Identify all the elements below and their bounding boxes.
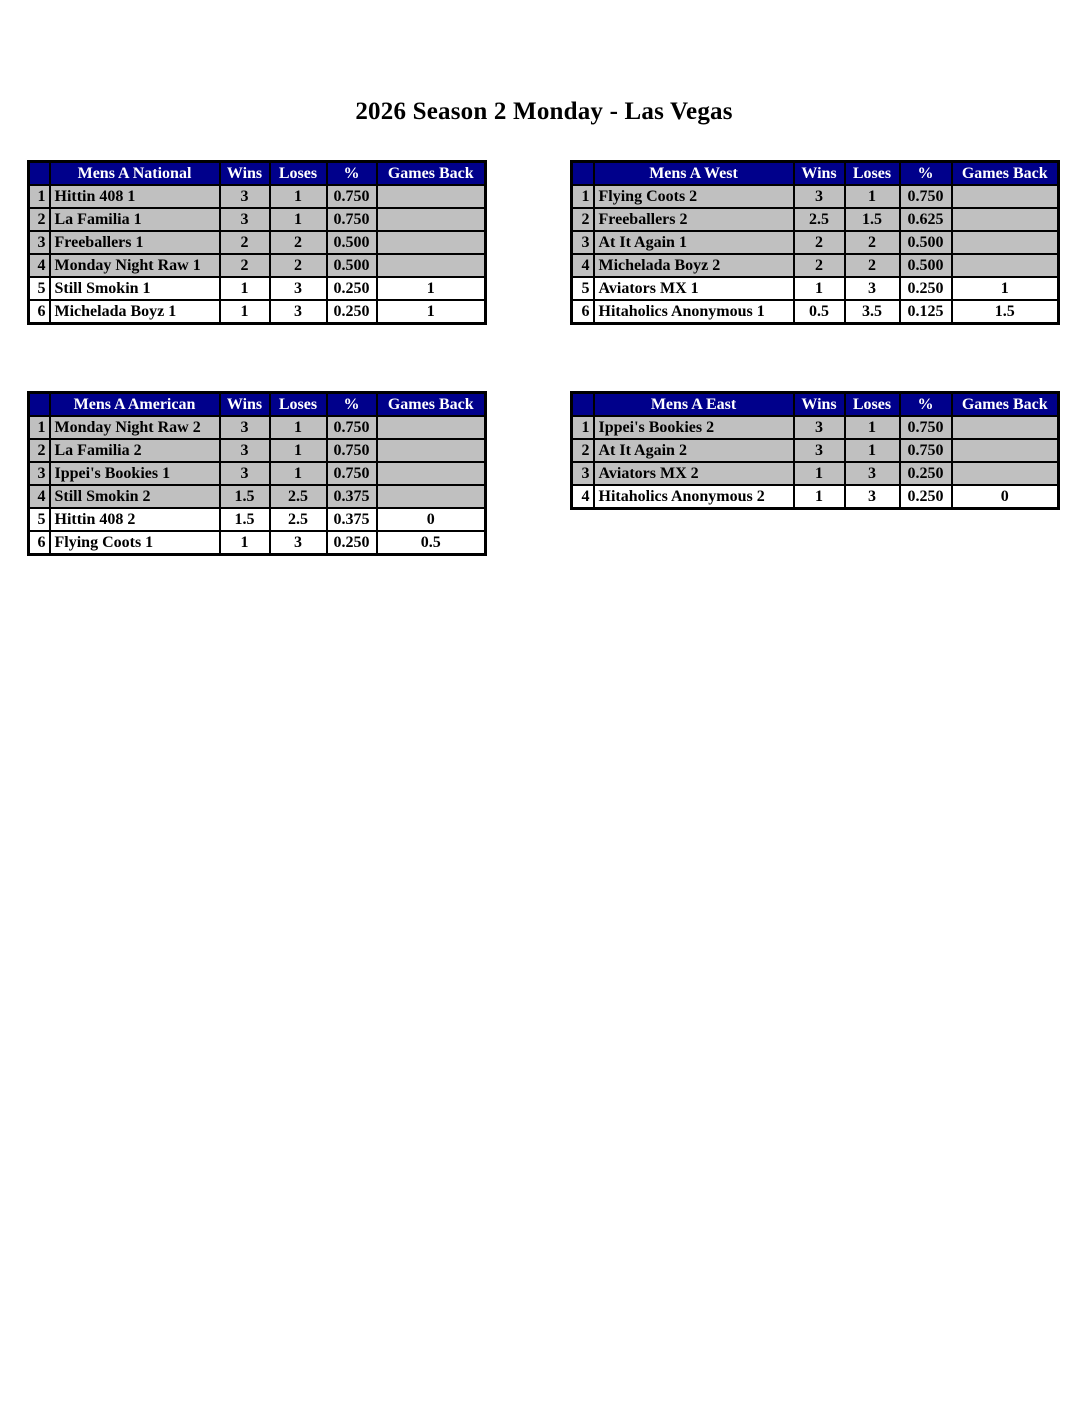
wins-cell: 1 bbox=[220, 300, 270, 324]
standings-row bbox=[29, 254, 486, 277]
loses-cell: 3 bbox=[845, 485, 900, 509]
rank-cell: 2 bbox=[29, 439, 50, 462]
pct-cell: 0.750 bbox=[900, 439, 952, 462]
col-header-loses: Loses bbox=[270, 162, 327, 186]
team-cell: Ippei's Bookies 2 bbox=[594, 416, 794, 439]
rank-cell: 4 bbox=[572, 254, 594, 277]
corner-cell bbox=[29, 393, 50, 417]
games-back-cell bbox=[377, 254, 486, 277]
col-header-games-back: Games Back bbox=[952, 162, 1059, 186]
standings-row bbox=[572, 254, 1059, 277]
wins-cell: 1 bbox=[220, 277, 270, 300]
team-cell: Aviators MX 1 bbox=[594, 277, 794, 300]
wins-cell: 3 bbox=[794, 416, 845, 439]
wins-cell: 2 bbox=[794, 231, 845, 254]
wins-cell: 1 bbox=[794, 277, 845, 300]
wins-cell: 2 bbox=[794, 254, 845, 277]
wins-cell: 3 bbox=[794, 439, 845, 462]
pct-cell: 0.750 bbox=[900, 416, 952, 439]
wins-cell: 2.5 bbox=[794, 208, 845, 231]
standings-body bbox=[572, 416, 1059, 509]
rank-cell: 1 bbox=[572, 185, 594, 208]
loses-cell: 2 bbox=[845, 231, 900, 254]
standings-row bbox=[29, 300, 486, 324]
col-header-games-back: Games Back bbox=[377, 162, 486, 186]
pct-cell: 0.250 bbox=[327, 277, 377, 300]
standings-row bbox=[29, 485, 486, 508]
loses-cell: 2.5 bbox=[270, 485, 327, 508]
corner-cell bbox=[29, 162, 50, 186]
team-cell: Still Smokin 2 bbox=[50, 485, 220, 508]
col-header-loses: Loses bbox=[845, 162, 900, 186]
rank-cell: 3 bbox=[29, 231, 50, 254]
page-title: 2026 Season 2 Monday - Las Vegas bbox=[355, 98, 733, 125]
standings-row bbox=[572, 185, 1059, 208]
rank-cell: 3 bbox=[572, 462, 594, 485]
team-cell: Aviators MX 2 bbox=[594, 462, 794, 485]
standings-row bbox=[29, 185, 486, 208]
loses-cell: 1 bbox=[270, 416, 327, 439]
pct-cell: 0.500 bbox=[327, 254, 377, 277]
standings-row bbox=[572, 231, 1059, 254]
col-header-loses: Loses bbox=[270, 393, 327, 417]
pct-cell: 0.250 bbox=[327, 300, 377, 324]
standings-table-mens-a-west bbox=[570, 160, 1060, 325]
pct-cell: 0.625 bbox=[900, 208, 952, 231]
rank-cell: 6 bbox=[29, 300, 50, 324]
team-cell: Monday Night Raw 2 bbox=[50, 416, 220, 439]
standings-row bbox=[29, 277, 486, 300]
games-back-cell bbox=[952, 208, 1059, 231]
standings-header-row bbox=[572, 162, 1059, 186]
pct-cell: 0.750 bbox=[900, 185, 952, 208]
games-back-cell bbox=[377, 185, 486, 208]
loses-cell: 1.5 bbox=[845, 208, 900, 231]
pct-cell: 0.750 bbox=[327, 439, 377, 462]
games-back-cell bbox=[377, 416, 486, 439]
rank-cell: 3 bbox=[572, 231, 594, 254]
loses-cell: 3 bbox=[270, 277, 327, 300]
rank-cell: 6 bbox=[29, 531, 50, 555]
corner-cell bbox=[572, 162, 594, 186]
standings-row bbox=[29, 208, 486, 231]
team-cell: Freeballers 2 bbox=[594, 208, 794, 231]
rank-cell: 1 bbox=[29, 185, 50, 208]
loses-cell: 2 bbox=[845, 254, 900, 277]
division-name: Mens A American bbox=[50, 393, 220, 417]
col-header-pct: % bbox=[327, 393, 377, 417]
wins-cell: 0.5 bbox=[794, 300, 845, 324]
rank-cell: 3 bbox=[29, 462, 50, 485]
standings-row bbox=[572, 462, 1059, 485]
standings-body bbox=[572, 185, 1059, 324]
team-cell: At It Again 2 bbox=[594, 439, 794, 462]
pct-cell: 0.375 bbox=[327, 485, 377, 508]
games-back-cell: 0 bbox=[377, 508, 486, 531]
pct-cell: 0.375 bbox=[327, 508, 377, 531]
loses-cell: 2 bbox=[270, 231, 327, 254]
games-back-cell: 1 bbox=[377, 300, 486, 324]
rank-cell: 2 bbox=[572, 439, 594, 462]
rank-cell: 4 bbox=[29, 485, 50, 508]
pct-cell: 0.750 bbox=[327, 462, 377, 485]
standings-header-row bbox=[29, 162, 486, 186]
pct-cell: 0.750 bbox=[327, 185, 377, 208]
loses-cell: 2.5 bbox=[270, 508, 327, 531]
standings-header-row bbox=[29, 393, 486, 417]
team-cell: Freeballers 1 bbox=[50, 231, 220, 254]
wins-cell: 3 bbox=[220, 185, 270, 208]
team-cell: La Familia 2 bbox=[50, 439, 220, 462]
rank-cell: 2 bbox=[29, 208, 50, 231]
loses-cell: 3 bbox=[270, 531, 327, 555]
team-cell: Hittin 408 1 bbox=[50, 185, 220, 208]
team-cell: At It Again 1 bbox=[594, 231, 794, 254]
col-header-games-back: Games Back bbox=[952, 393, 1059, 417]
pct-cell: 0.500 bbox=[900, 254, 952, 277]
rank-cell: 1 bbox=[572, 416, 594, 439]
games-back-cell bbox=[952, 254, 1059, 277]
rank-cell: 5 bbox=[29, 508, 50, 531]
games-back-cell bbox=[952, 231, 1059, 254]
standings-table-mens-a-american bbox=[27, 391, 487, 556]
loses-cell: 1 bbox=[845, 185, 900, 208]
wins-cell: 3 bbox=[220, 462, 270, 485]
corner-cell bbox=[572, 393, 594, 417]
wins-cell: 2 bbox=[220, 254, 270, 277]
games-back-cell: 1.5 bbox=[952, 300, 1059, 324]
team-cell: La Familia 1 bbox=[50, 208, 220, 231]
col-header-pct: % bbox=[900, 393, 952, 417]
wins-cell: 1 bbox=[220, 531, 270, 555]
standings-row bbox=[572, 485, 1059, 509]
standings-body bbox=[29, 416, 486, 555]
wins-cell: 3 bbox=[220, 416, 270, 439]
standings-row bbox=[29, 508, 486, 531]
games-back-cell: 0 bbox=[952, 485, 1059, 509]
wins-cell: 1.5 bbox=[220, 485, 270, 508]
games-back-cell: 1 bbox=[377, 277, 486, 300]
standings-row bbox=[29, 439, 486, 462]
pct-cell: 0.250 bbox=[327, 531, 377, 555]
wins-cell: 1.5 bbox=[220, 508, 270, 531]
col-header-pct: % bbox=[900, 162, 952, 186]
loses-cell: 3 bbox=[845, 462, 900, 485]
wins-cell: 1 bbox=[794, 462, 845, 485]
games-back-cell bbox=[952, 439, 1059, 462]
team-cell: Michelada Boyz 2 bbox=[594, 254, 794, 277]
games-back-cell bbox=[377, 208, 486, 231]
loses-cell: 1 bbox=[845, 416, 900, 439]
games-back-cell bbox=[952, 462, 1059, 485]
games-back-cell bbox=[377, 485, 486, 508]
standings-table-mens-a-national bbox=[27, 160, 487, 325]
games-back-cell: 1 bbox=[952, 277, 1059, 300]
pct-cell: 0.750 bbox=[327, 416, 377, 439]
standings-row bbox=[572, 208, 1059, 231]
standings-row bbox=[29, 231, 486, 254]
standings-header-row bbox=[572, 393, 1059, 417]
standings-row bbox=[572, 277, 1059, 300]
games-back-cell bbox=[952, 185, 1059, 208]
team-cell: Flying Coots 2 bbox=[594, 185, 794, 208]
wins-cell: 3 bbox=[794, 185, 845, 208]
col-header-wins: Wins bbox=[794, 393, 845, 417]
team-cell: Flying Coots 1 bbox=[50, 531, 220, 555]
standings-row bbox=[29, 531, 486, 555]
rank-cell: 5 bbox=[29, 277, 50, 300]
rank-cell: 5 bbox=[572, 277, 594, 300]
pct-cell: 0.125 bbox=[900, 300, 952, 324]
team-cell: Ippei's Bookies 1 bbox=[50, 462, 220, 485]
division-name: Mens A West bbox=[594, 162, 794, 186]
standings-row bbox=[572, 416, 1059, 439]
rank-cell: 4 bbox=[572, 485, 594, 509]
col-header-loses: Loses bbox=[845, 393, 900, 417]
wins-cell: 2 bbox=[220, 231, 270, 254]
standings-table-mens-a-east bbox=[570, 391, 1060, 510]
team-cell: Hitaholics Anonymous 1 bbox=[594, 300, 794, 324]
standings-row bbox=[572, 300, 1059, 324]
pct-cell: 0.500 bbox=[327, 231, 377, 254]
standings-body bbox=[29, 185, 486, 324]
standings-row bbox=[29, 416, 486, 439]
pct-cell: 0.500 bbox=[900, 231, 952, 254]
games-back-cell: 0.5 bbox=[377, 531, 486, 555]
rank-cell: 2 bbox=[572, 208, 594, 231]
wins-cell: 3 bbox=[220, 208, 270, 231]
pct-cell: 0.250 bbox=[900, 277, 952, 300]
team-cell: Monday Night Raw 1 bbox=[50, 254, 220, 277]
loses-cell: 1 bbox=[845, 439, 900, 462]
rank-cell: 1 bbox=[29, 416, 50, 439]
team-cell: Hittin 408 2 bbox=[50, 508, 220, 531]
division-name: Mens A East bbox=[594, 393, 794, 417]
games-back-cell bbox=[377, 462, 486, 485]
col-header-pct: % bbox=[327, 162, 377, 186]
games-back-cell bbox=[377, 439, 486, 462]
team-cell: Michelada Boyz 1 bbox=[50, 300, 220, 324]
pct-cell: 0.250 bbox=[900, 485, 952, 509]
games-back-cell bbox=[952, 416, 1059, 439]
standings-row bbox=[29, 462, 486, 485]
loses-cell: 3 bbox=[270, 300, 327, 324]
rank-cell: 4 bbox=[29, 254, 50, 277]
pct-cell: 0.750 bbox=[327, 208, 377, 231]
loses-cell: 1 bbox=[270, 439, 327, 462]
pct-cell: 0.250 bbox=[900, 462, 952, 485]
col-header-wins: Wins bbox=[220, 393, 270, 417]
team-cell: Hitaholics Anonymous 2 bbox=[594, 485, 794, 509]
team-cell: Still Smokin 1 bbox=[50, 277, 220, 300]
loses-cell: 1 bbox=[270, 462, 327, 485]
col-header-wins: Wins bbox=[220, 162, 270, 186]
rank-cell: 6 bbox=[572, 300, 594, 324]
standings-row bbox=[572, 439, 1059, 462]
loses-cell: 3.5 bbox=[845, 300, 900, 324]
division-name: Mens A National bbox=[50, 162, 220, 186]
col-header-games-back: Games Back bbox=[377, 393, 486, 417]
games-back-cell bbox=[377, 231, 486, 254]
loses-cell: 1 bbox=[270, 185, 327, 208]
wins-cell: 1 bbox=[794, 485, 845, 509]
wins-cell: 3 bbox=[220, 439, 270, 462]
col-header-wins: Wins bbox=[794, 162, 845, 186]
loses-cell: 2 bbox=[270, 254, 327, 277]
loses-cell: 1 bbox=[270, 208, 327, 231]
loses-cell: 3 bbox=[845, 277, 900, 300]
